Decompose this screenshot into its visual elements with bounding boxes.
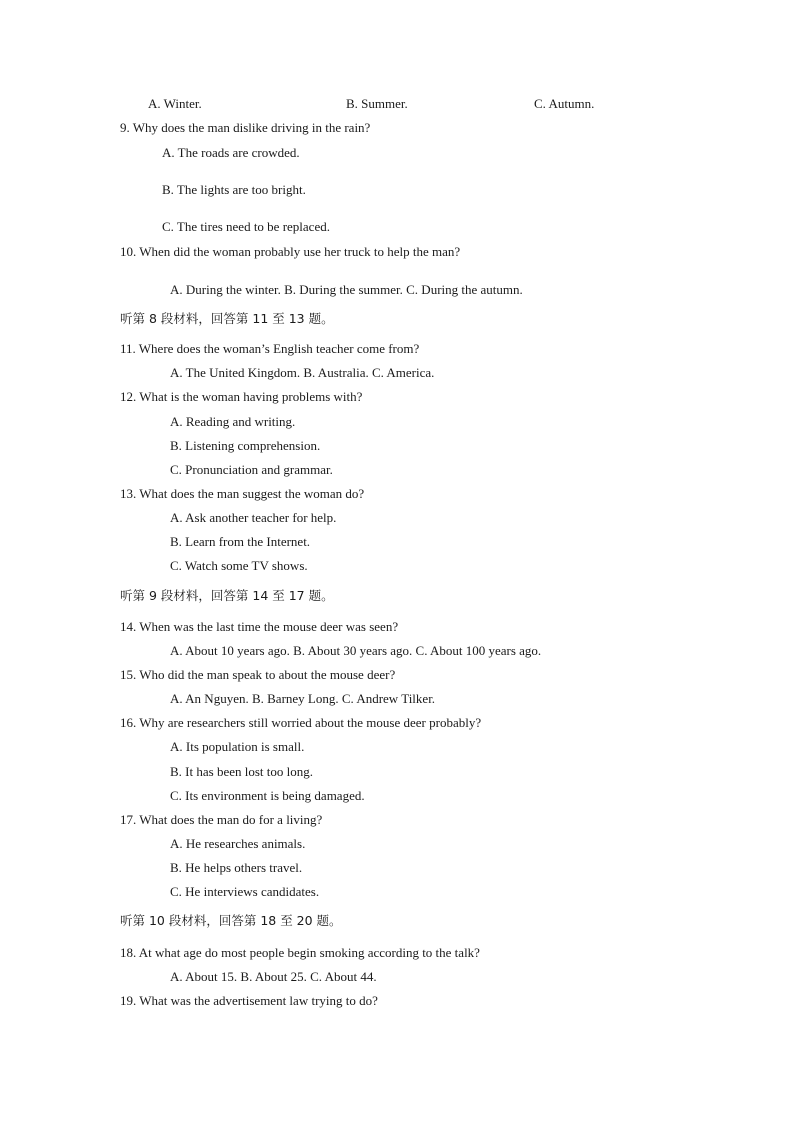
q11-options: A. The United Kingdom. B. Australia. C. America. (170, 365, 435, 380)
q17-option-c: C. He interviews candidates. (170, 884, 320, 899)
q14-stem: 14. When was the last time the mouse deer was seen? (120, 619, 399, 634)
q15-stem: 15. Who did the man speak to about the mouse deer? (120, 667, 396, 682)
q16-option-c: C. Its environment is being damaged. (170, 788, 365, 803)
q16-option-b: B. It has been lost too long. (170, 764, 313, 779)
q12-option-a: A. Reading and writing. (170, 414, 296, 429)
section-heading-9: 听第 9 段材料，回答第 14 至 17 题。 (120, 588, 334, 603)
q19-stem: 19. What was the advertisement law trying to do? (120, 993, 378, 1008)
q17-option-b: B. He helps others travel. (170, 860, 303, 875)
q16-option-a: A. Its population is small. (170, 739, 305, 754)
q8-option-b: B. Summer. (346, 96, 408, 111)
q10-stem: 10. When did the woman probably use her truck to help the man? (120, 244, 461, 259)
q17-stem: 17. What does the man do for a living? (120, 812, 323, 827)
section-heading-10: 听第 10 段材料，回答第 18 至 20 题。 (120, 913, 342, 928)
q9-option-b: B. The lights are too bright. (162, 182, 306, 197)
q12-stem: 12. What is the woman having problems with? (120, 389, 363, 404)
q13-stem: 13. What does the man suggest the woman do? (120, 486, 365, 501)
q9-option-c: C. The tires need to be replaced. (162, 219, 330, 234)
q14-options: A. About 10 years ago. B. About 30 years ago. C. About 100 years ago. (170, 643, 542, 658)
q13-option-c: C. Watch some TV shows. (170, 558, 308, 573)
q16-stem: 16. Why are researchers still worried about the mouse deer probably? (120, 715, 482, 730)
section-heading-8: 听第 8 段材料，回答第 11 至 13 题。 (120, 311, 334, 326)
q13-option-b: B. Learn from the Internet. (170, 534, 311, 549)
q12-option-c: C. Pronunciation and grammar. (170, 462, 333, 477)
q17-option-a: A. He researches animals. (170, 836, 306, 851)
q9-stem: 9. Why does the man dislike driving in the rain? (120, 120, 371, 135)
q13-option-a: A. Ask another teacher for help. (170, 510, 337, 525)
q8-option-c: C. Autumn. (534, 96, 595, 111)
q18-options: A. About 15. B. About 25. C. About 44. (170, 969, 377, 984)
q9-option-a: A. The roads are crowded. (162, 145, 300, 160)
q8-option-a: A. Winter. (148, 96, 202, 111)
q18-stem: 18. At what age do most people begin smoking according to the talk? (120, 945, 480, 960)
q15-options: A. An Nguyen. B. Barney Long. C. Andrew Tilker. (170, 691, 436, 706)
q10-options: A. During the winter. B. During the summer. C. During the autumn. (170, 282, 523, 297)
q11-stem: 11. Where does the woman’s English teacher come from? (120, 341, 420, 356)
q12-option-b: B. Listening comprehension. (170, 438, 321, 453)
